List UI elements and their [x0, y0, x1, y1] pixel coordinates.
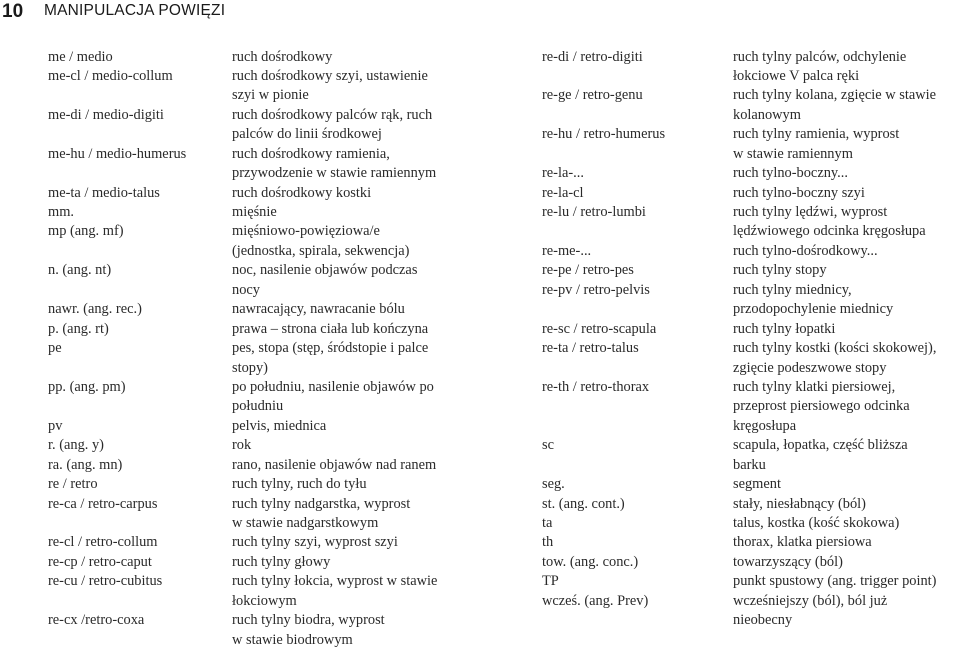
abbreviation-line: nawr. (ang. rec.): [48, 301, 142, 318]
section-title: MANIPULACJA POWIĘZI: [44, 2, 226, 19]
abbreviation-line: TP: [542, 573, 559, 590]
abbreviation-line: re-cx /retro-coxa: [48, 612, 145, 629]
abbreviation-line: re-la-...: [542, 165, 584, 182]
abbreviation-line: [542, 456, 726, 475]
meaning-line: ruch tylno-boczny szyi: [733, 184, 865, 201]
abbreviation-line: re-lu / retro-lumbi: [542, 204, 646, 220]
abbreviation-line: [48, 514, 224, 533]
abbreviation-line: th: [542, 534, 554, 551]
left-meaning-column: [232, 48, 494, 650]
abbreviation-line: r. (ang. y): [48, 437, 104, 454]
meaning-line: prawa – strona ciała lub kończyna: [232, 320, 429, 337]
meaning-line: scapula, łopatka, część bliższa: [733, 437, 908, 454]
meaning-line: ruch dośrodkowy szyi, ustawienie: [232, 67, 428, 84]
meaning-line: stopy): [232, 359, 268, 376]
abbreviation-line: re-hu / retro-humerus: [542, 126, 666, 143]
meaning-line: ruch tylny palców, odchylenie: [733, 48, 907, 65]
abbreviation-line: pv: [48, 417, 63, 434]
abbreviation-line: [542, 67, 726, 86]
abbreviation-line: [542, 222, 726, 241]
meaning-line: lędźwiowego odcinka kręgosłupa: [733, 223, 926, 240]
abbreviation-line: re-sc / retro-scapula: [542, 320, 657, 337]
abbreviation-line: [48, 397, 224, 416]
abbreviation-line: [48, 242, 224, 261]
abbreviation-line: re / retro: [48, 476, 98, 493]
abbreviation-line: mm.: [48, 204, 74, 220]
abbreviation-line: me-ta / medio-talus: [48, 184, 160, 201]
meaning-line: pelvis, miednica: [232, 417, 327, 434]
abbreviation-line: me-cl / medio-collum: [48, 67, 173, 84]
abbreviation-line: re-cp / retro-caput: [48, 553, 152, 570]
abbreviation-line: [48, 86, 224, 105]
abbreviation-line: ra. (ang. mn): [48, 456, 123, 473]
meaning-line: talus, kostka (kość skokowa): [733, 515, 900, 531]
meaning-line: łokciowym: [232, 592, 297, 609]
meaning-line: thorax, klatka piersiowa: [733, 534, 872, 551]
abbreviation-line: p. (ang. rt): [48, 320, 109, 337]
meaning-line: ruch dośrodkowy palców rąk, ruch: [232, 106, 433, 123]
meaning-line: nocy: [232, 281, 260, 298]
meaning-line: w stawie ramiennym: [733, 145, 853, 162]
meaning-line: ruch tylny miednicy,: [733, 281, 852, 298]
abbreviation-line: re-cu / retro-cubitus: [48, 573, 163, 590]
abbreviation-line: re-la-cl: [542, 184, 584, 201]
meaning-line: rok: [232, 437, 252, 454]
meaning-line: ruch tylny kostki (kości skokowej),: [733, 340, 937, 357]
abbreviation-line: me-hu / medio-humerus: [48, 145, 187, 162]
meaning-line: ruch dośrodkowy kostki: [232, 184, 372, 201]
meaning-line: mięśnie: [232, 204, 277, 220]
meaning-line: (jednostka, spirala, sekwencja): [232, 242, 410, 259]
abbreviation-line: re-me-...: [542, 242, 592, 259]
meaning-line: ruch tylny, ruch do tyłu: [232, 476, 367, 493]
meaning-line: ruch dośrodkowy ramienia,: [232, 145, 390, 162]
abbreviation-line: wcześ. (ang. Prev): [542, 592, 649, 609]
abbreviation-line: [48, 164, 224, 183]
meaning-line: ruch tylno-dośrodkowy...: [733, 242, 878, 259]
abbreviation-line: pe: [48, 340, 62, 357]
abbreviation-line: [48, 359, 224, 378]
abbreviation-line: st. (ang. cont.): [542, 495, 625, 512]
abbreviation-line: re-ta / retro-talus: [542, 340, 639, 357]
meaning-line: barku: [733, 456, 766, 473]
abbreviation-line: seg.: [542, 476, 565, 493]
meaning-line: przywodzenie w stawie ramiennym: [232, 165, 437, 182]
meaning-line: ruch tylny biodra, wyprost: [232, 612, 385, 629]
abbreviation-line: ta: [542, 515, 553, 531]
abbreviation-line: [542, 417, 726, 436]
right-meaning-column: [733, 48, 959, 631]
meaning-line: ruch dośrodkowy: [232, 48, 333, 65]
abbreviation-line: re-ca / retro-carpus: [48, 495, 158, 512]
abbreviation-line: [542, 300, 726, 319]
abbreviation-line: tow. (ang. conc.): [542, 553, 639, 570]
abbreviation-line: re-cl / retro-collum: [48, 534, 158, 551]
right-abbreviation-column: [542, 48, 726, 612]
abbreviation-line: [48, 281, 224, 300]
meaning-line: nieobecny: [733, 612, 793, 629]
meaning-line: ruch tylno-boczny...: [733, 165, 848, 182]
meaning-line: palców do linii środkowej: [232, 126, 382, 143]
meaning-line: ruch tylny klatki piersiowej,: [733, 378, 896, 395]
meaning-line: szyi w pionie: [232, 87, 309, 104]
meaning-line: ruch tylny szyi, wyprost szyi: [232, 534, 398, 551]
meaning-line: ruch tylny nadgarstka, wyprost: [232, 495, 411, 512]
meaning-line: zgięcie podeszwowe stopy: [733, 359, 887, 376]
abbreviation-line: me-di / medio-digiti: [48, 106, 164, 123]
meaning-line: noc, nasilenie objawów podczas: [232, 262, 418, 279]
meaning-line: ruch tylny głowy: [232, 553, 331, 570]
meaning-line: przeprost piersiowego odcinka: [733, 398, 910, 415]
abbreviation-line: [542, 397, 726, 416]
abbreviation-line: [48, 592, 224, 611]
meaning-line: ruch tylny łopatki: [733, 320, 836, 337]
abbreviation-line: [542, 106, 726, 125]
meaning-line: łokciowe V palca ręki: [733, 67, 860, 84]
abbreviation-line: [542, 359, 726, 378]
page-header: [0, 0, 960, 28]
abbreviation-line: pp. (ang. pm): [48, 378, 126, 395]
meaning-line: ruch tylny kolana, zgięcie w stawie: [733, 87, 936, 104]
abbreviation-line: re-di / retro-digiti: [542, 48, 643, 65]
meaning-line: wcześniejszy (ból), ból już: [733, 592, 888, 609]
abbreviation-line: sc: [542, 437, 554, 454]
meaning-line: południu: [232, 398, 284, 415]
meaning-line: przodopochylenie miednicy: [733, 301, 894, 318]
meaning-line: w stawie nadgarstkowym: [232, 515, 379, 531]
meaning-line: po południu, nasilenie objawów po: [232, 378, 434, 395]
abbreviation-line: [48, 125, 224, 144]
meaning-line: ruch tylny lędźwi, wyprost: [733, 204, 888, 220]
abbreviation-line: me / medio: [48, 48, 113, 65]
abbreviation-line: re-ge / retro-genu: [542, 87, 643, 104]
meaning-line: punkt spustowy (ang. trigger point): [733, 573, 937, 590]
abbreviation-line: re-th / retro-thorax: [542, 378, 650, 395]
meaning-line: stały, niesłabnący (ból): [733, 495, 866, 512]
abbreviation-line: n. (ang. nt): [48, 262, 112, 279]
meaning-line: ruch tylny ramienia, wyprost: [733, 126, 900, 143]
meaning-line: rano, nasilenie objawów nad ranem: [232, 456, 437, 473]
abbreviation-line: re-pv / retro-pelvis: [542, 281, 650, 298]
meaning-line: segment: [733, 476, 781, 493]
abbreviation-line: mp (ang. mf): [48, 223, 124, 240]
meaning-line: w stawie biodrowym: [232, 631, 353, 648]
meaning-line: ruch tylny stopy: [733, 262, 827, 279]
meaning-line: kręgosłupa: [733, 417, 797, 434]
left-abbreviation-column: [48, 48, 224, 631]
meaning-line: towarzyszący (ból): [733, 553, 843, 570]
abbreviation-line: [542, 145, 726, 164]
meaning-line: ruch tylny łokcia, wyprost w stawie: [232, 573, 438, 590]
meaning-line: mięśniowo-powięziowa/e: [232, 223, 380, 240]
abbreviation-line: re-pe / retro-pes: [542, 262, 634, 279]
meaning-line: kolanowym: [733, 106, 801, 123]
meaning-line: nawracający, nawracanie bólu: [232, 301, 405, 318]
meaning-line: pes, stopa (stęp, śródstopie i palce: [232, 340, 429, 357]
page-number: 10: [2, 1, 24, 22]
